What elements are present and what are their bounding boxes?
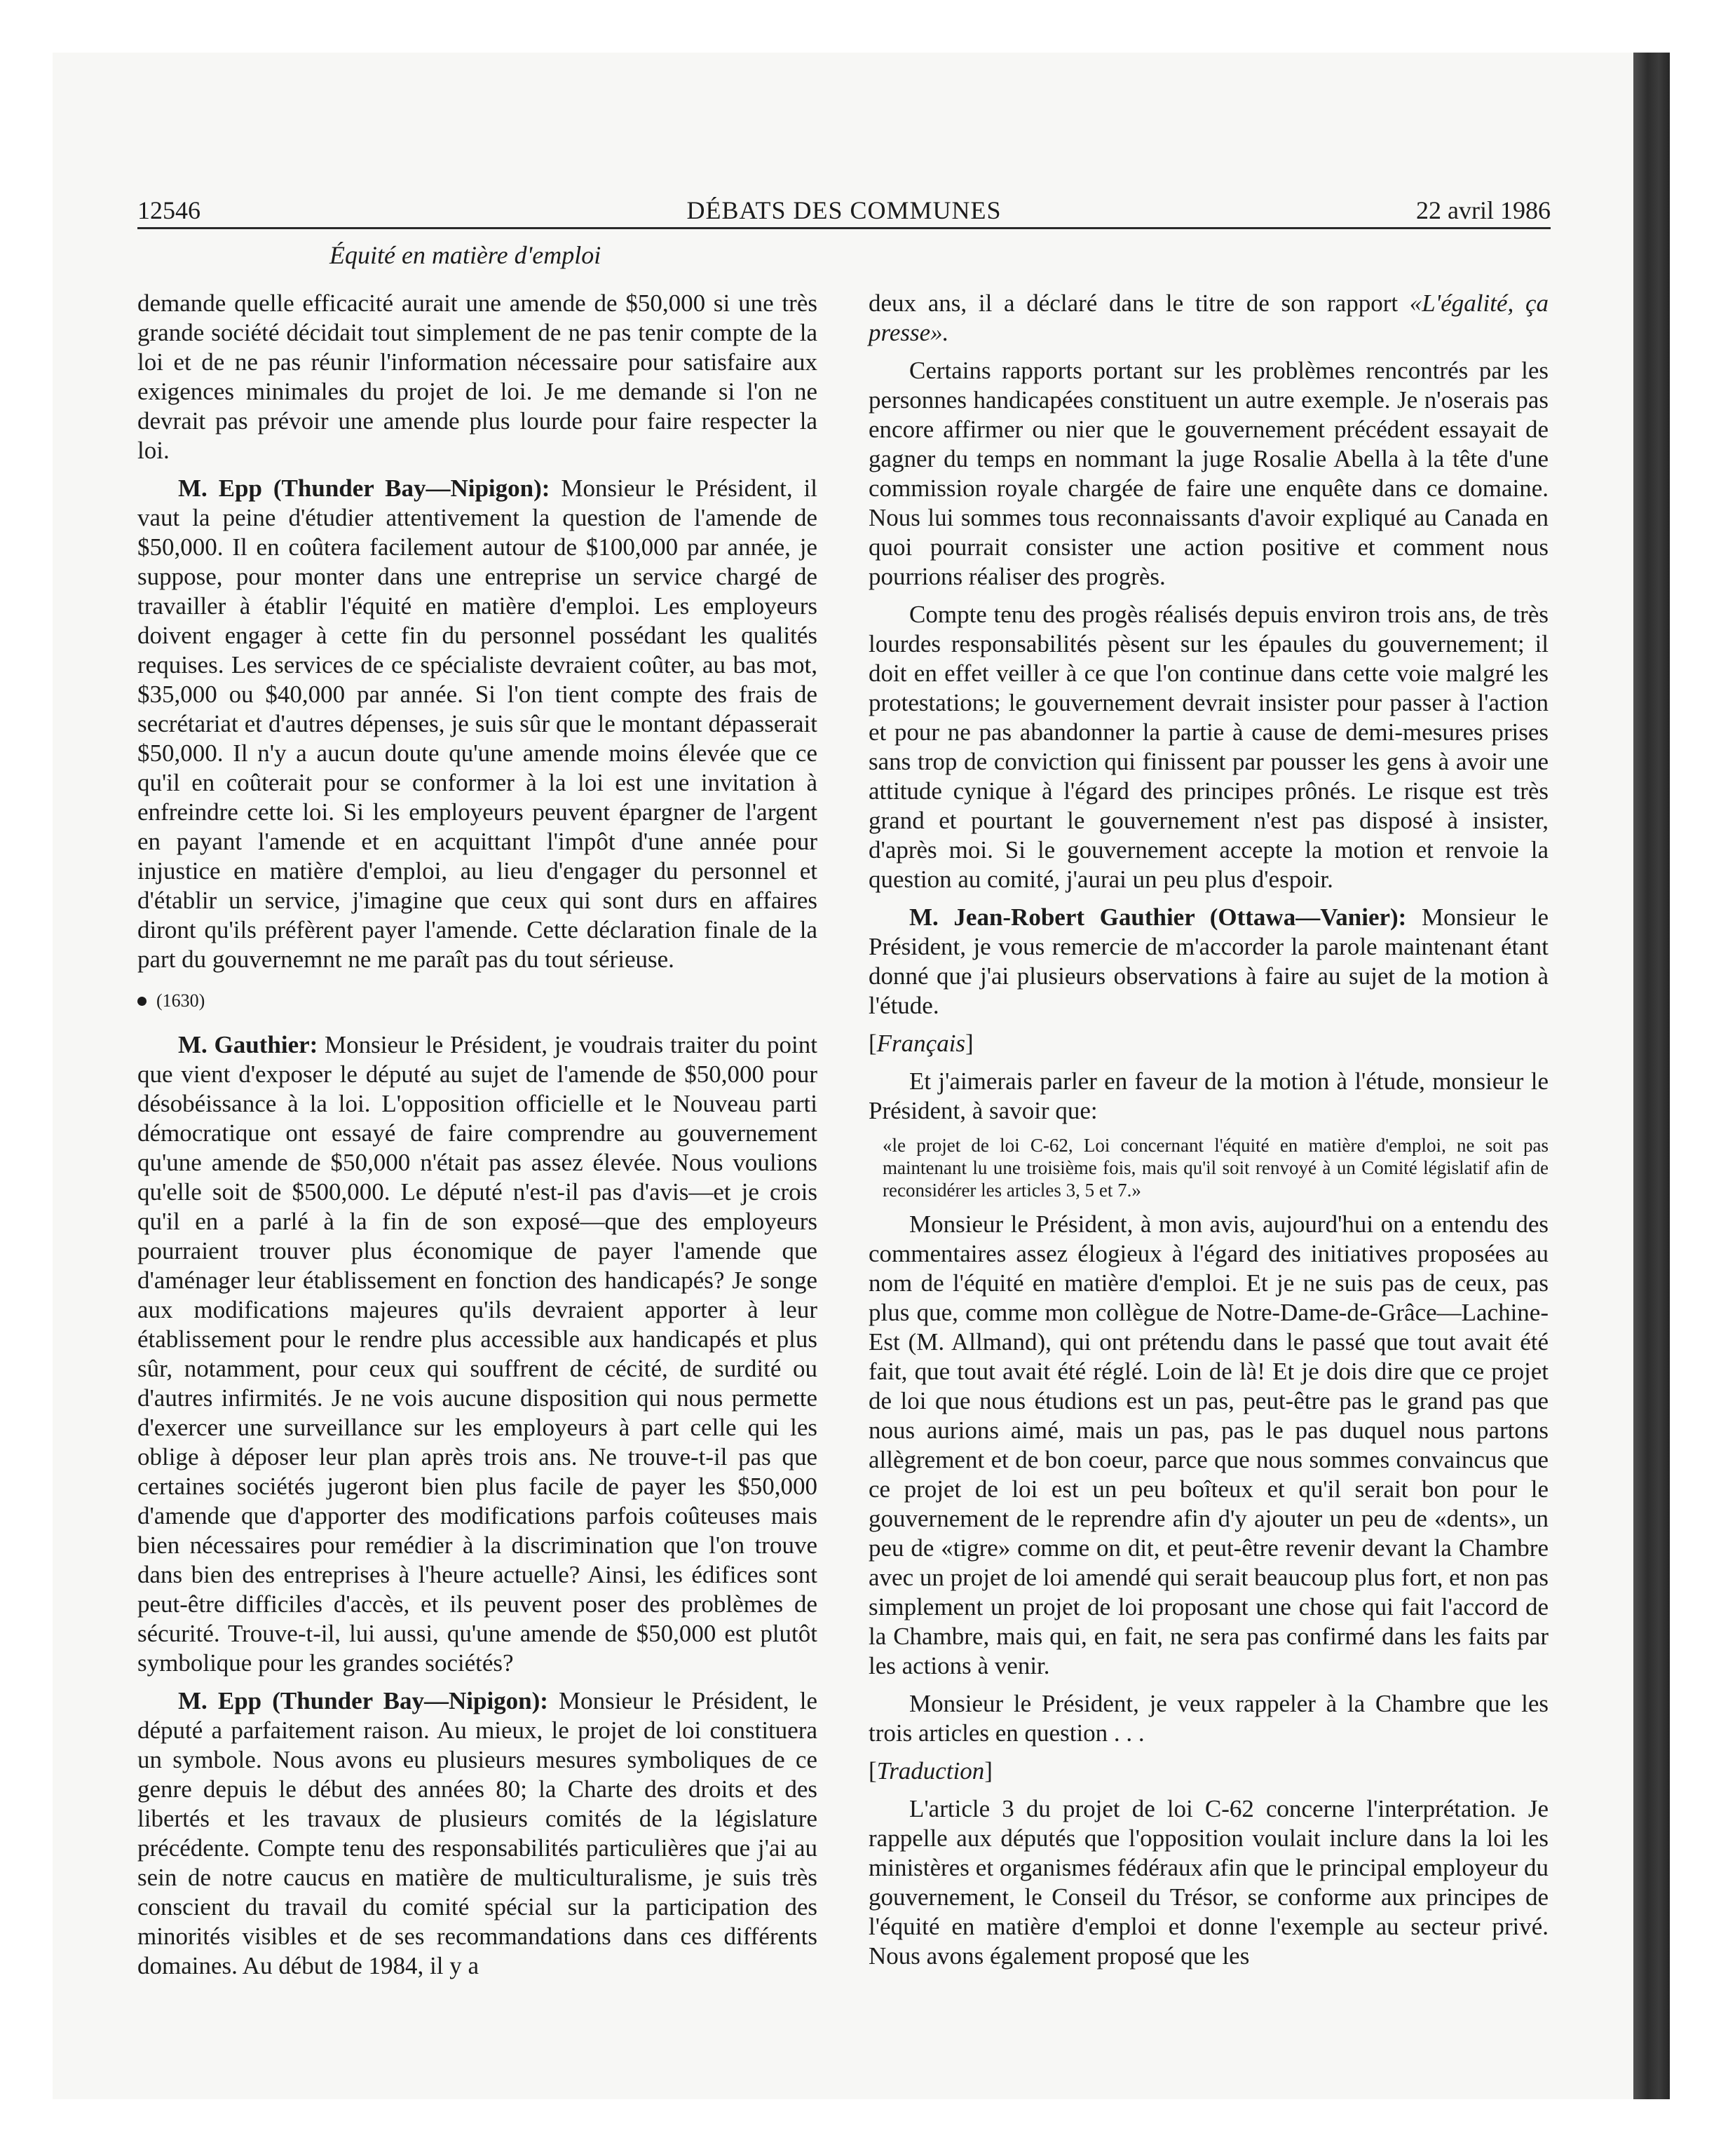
paragraph: [137, 1686, 817, 1981]
motion-quote: «le projet de loi C-62, Loi concernant l'équité en matière d'emploi, ne soit pas maintenant lu une troisième fois, mais qu'il soit renvoyé à un Comité législatif afin de reconsidérer les articles 3, 5 et 7.»: [883, 1135, 1549, 1201]
language-tag: [Traduction]: [869, 1757, 993, 1785]
paragraph: Compte tenu des progès réalisés depuis environ trois ans, de très lourdes responsabilités pèsent sur les épaules du gouvernement; il doit en effet veiller à ce que l'on continue dans cette voie malgré les protestations; le gouvernement devrait insister pour passer à l'action et pour ne pas abandonner la partie à cause de demi-mesures prises sans trop de conviction qui finissent par pousser les gens à avoir une attitude cynique à l'égard des principes prônés. Le risque est très grand et pourtant le gouvernement n'est pas disposé à insister, d'après moi. Si le gouvernement accepte la motion et renvoie la question au comité, j'aurai un peu plus d'espoir.: [869, 601, 1549, 893]
page-edge-shadow: [1633, 53, 1670, 2099]
paragraph: Et j'aimerais parler en faveur de la motion à l'étude, monsieur le Président, à savoir que:: [869, 1067, 1549, 1124]
page-number: 12546: [137, 196, 200, 224]
left-column: [137, 289, 817, 1981]
speech-text: Monsieur le Président, le député a parfaitement raison. Au mieux, le projet de loi constituera un symbole. Nous avons eu plusieurs mesures symboliques de ce genre depuis le début des années 80; la Charte des droits et des libertés et les travaux de plusieurs comités de la législature précédente. Compte tenu des responsabilités particulières que j'ai au sein de notre caucus en matière de multiculturalisme, je suis très conscient du travail du comité spécial sur la participation des minorités visibles et de ses recommandations dans ces différents domaines. Au début de 1984, il y a: [137, 1687, 818, 1979]
speaker-name: M. Jean-Robert Gauthier (Ottawa—Vanier):: [909, 903, 1407, 931]
speech-text: deux ans, il a déclaré dans le titre de son rapport: [869, 289, 1410, 317]
speech-text: Monsieur le Président, il vaut la peine d'étudier attentivement la question de l'amende de $50,000. Il en coûtera facilement autour de $100,000 par année, je suppose, pour monter dans une entreprise un service chargé de travailler à établir l'équité en matière d'emploi. Les employeurs doivent engager à cette fin du personnel possédant les qualités requises. Les services de ce spécialiste devraient coûter, au bas mot, $35,000 ou $40,000 par année. Si l'on tient compte des frais de secrétariat et d'autres dépenses, je suis sûr que le montant dépasserait $50,000. Il n'y a aucun doute qu'une amende moins élevée que ce qu'il en coûterait pour se conformer à la loi est une invitation à enfreindre cette loi. Si les employeurs peuvent épargner de l'argent en payant l'amende et en acquittant l'impôt d'une année pour injustice en matière d'emploi, au lieu d'engager du personnel et d'établir un service, j'imagine que ceux qui sont durs en affaires diront qu'ils préfèrent payer l'amende. Cette déclaration finale de la part du gouvernemnt ne me paraît pas du tout sérieuse.: [137, 475, 817, 973]
language-tag-text: Traduction: [876, 1757, 985, 1785]
report-title: «L'égalité, ça presse».: [869, 289, 1549, 346]
speech-text: Monsieur le Président, je vous remercie de m'accorder la parole maintenant étant donné que j'ai plusieurs observations à faire au sujet de la motion à l'étude.: [869, 903, 1549, 1019]
paragraph: [869, 903, 1549, 1021]
paragraph: Certains rapports portant sur les problèmes rencontrés par les personnes handicapées constituent un autre exemple. Je n'oserais pas encore affirmer ou nier que le gouvernement précédent essayait de gagner du temps en nommant la juge Rosalie Abella à la tête d'une commission royale chargée de faire une enquête dans ce domaine. Nous lui sommes tous reconnaissants d'avoir expliqué au Canada en quoi pourrait consister une action positive et comment nous pourrions réaliser des progrès.: [869, 357, 1549, 590]
page-header: [137, 195, 1551, 226]
bullet-icon: [137, 997, 147, 1006]
paragraph: [137, 1030, 817, 1678]
time-stamp: (1630): [156, 990, 205, 1011]
speech-text: Monsieur le Président, je voudrais traiter du point que vient d'exposer le député au sujet de l'amende de $50,000 pour désobéissance à la loi. L'opposition officielle et le Nouveau parti démocratique ont essayé de faire comprendre au gouvernement qu'une amende de $50,000 n'était pas assez élevée. Nous voulions qu'elle soit de $500,000. Le député n'est-il pas d'avis—et je crois qu'il en a parlé à la fin de son exposé—que des employeurs pourraient trouver plus économique de payer l'amende que d'aménager leur établissement en fonction des handicapés? Je songe aux modifications majeures qu'ils devraient apporter à leur établissement pour le rendre plus accessible aux handicapés et plus sûr, notamment, pour ceux qui souffrent de cécité, de surdité ou d'autres infirmités. Je ne vois aucune disposition qui nous permette d'exercer une surveillance sur les employeurs à part celle qui les oblige à déposer leur plan après trois ans. Ne trouve-t-il pas que certaines sociétés jugeront bien plus facile de payer les $50,000 d'amende que d'apporter des modifications parfois coûteuses mais bien nécessaires pour remédier à la discrimination que l'on trouve dans bien des entreprises à l'heure actuelle? Ainsi, les édifices sont peut-être difficiles d'accès, et ils peuvent poser des problèmes de sécurité. Trouve-t-il, lui aussi, qu'une amende de $50,000 est plutôt symbolique pour les grandes sociétés?: [137, 1031, 817, 1677]
issue-date: 22 avril 1986: [1416, 196, 1551, 224]
paragraph: Monsieur le Président, à mon avis, aujourd'hui on a entendu des commentaires assez élogieux à l'égard des initiatives proposées au nom de l'équité en matière d'emploi. Et je ne suis pas de ceux, pas plus que, comme mon collègue de Notre-Dame-de-Grâce—Lachine-Est (M. Allmand), qui ont prétendu dans le passé que tout avait été fait, que tout avait été réglé. Loin de là! Et je dois dire que ce projet de loi que nous étudions est un pas, peut-être pas le grand pas que nous aurions aimé, mais un pas, pas le pas duquel nous partons allègrement et de bon coeur, parce que nous sommes convaincus que ce projet de loi est un peu boîteux et qu'il serait bon pour le gouvernement de le reprendre afin d'y ajouter un peu de «dents», un peu de «tigre» comme on dit, et peut-être revenir devant la Chambre avec un projet de loi amendé qui serait beaucoup plus fort, et non pas simplement un projet de loi proposant une chose qui fait l'accord de la Chambre, mais qui, en fait, ne sera pas confirmé dans les faits par les actions à venir.: [869, 1210, 1549, 1679]
journal-title: DÉBATS DES COMMUNES: [686, 196, 1002, 224]
time-marker: [137, 990, 817, 1012]
paragraph: L'article 3 du projet de loi C-62 concerne l'interprétation. Je rappelle aux députés que l'opposition voulait inclure dans la loi les ministères et organismes fédéraux afin que le principal employeur du gouvernement, le Conseil du Trésor, se conforme aux principes de l'équité en matière d'emploi et donne l'exemple au secteur privé. Nous avons également proposé que les: [869, 1795, 1549, 1970]
paragraph: [869, 289, 1549, 348]
paragraph: demande quelle efficacité aurait une amende de $50,000 si une très grande société décidait tout simplement de ne pas tenir compte de la loi et de ne pas réunir l'information nécessaire pour satisfaire aux exigences minimales du projet de loi. Je me demande si l'on ne devrait pas prévoir une amende plus lourde pour faire respecter la loi.: [137, 289, 817, 464]
header-rule: [137, 227, 1551, 229]
paragraph: [137, 474, 817, 974]
speaker-name: M. Gauthier:: [178, 1031, 318, 1058]
right-column: [869, 289, 1549, 1971]
language-tag-text: Français: [876, 1030, 966, 1057]
section-title: Équité en matière d'emploi: [329, 241, 601, 269]
paragraph: Monsieur le Président, je veux rappeler à la Chambre que les trois articles en question . . .: [869, 1690, 1549, 1747]
speaker-name: M. Epp (Thunder Bay—Nipigon):: [178, 475, 550, 502]
language-tag: [Français]: [869, 1030, 974, 1057]
speaker-name: M. Epp (Thunder Bay—Nipigon):: [178, 1687, 548, 1714]
